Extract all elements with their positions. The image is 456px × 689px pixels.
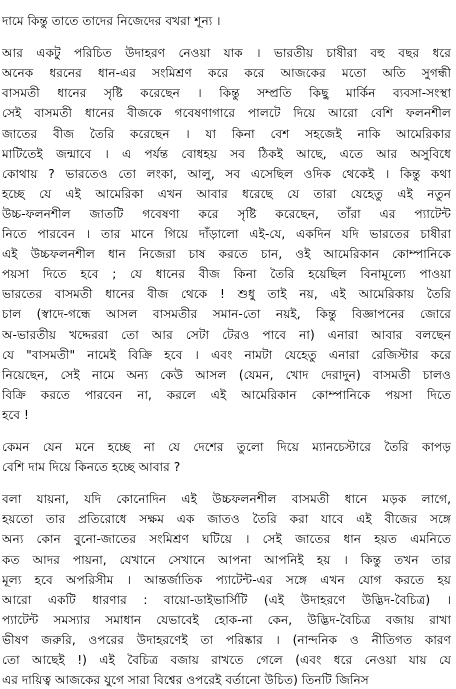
paragraph-2-line-17: নিয়েছেন, সেই নামে অন্য কেউ আসল (যেমন, খোদ দেরাদুন) বাসমতী চালও — [2, 367, 451, 382]
paragraph-2-line-8: হচ্ছে যে এই আমেরিকা এখন আবার ধরেছে যে তারা যেহেতু এই নতুন — [2, 186, 451, 201]
paragraph-4-line-4: কত আদর পায়না, যেখানে সেখানে আপনা আপনিই হয় । কিন্তু তখন তার — [2, 552, 451, 567]
paragraph-2-line-12: পয়সা দিতে হবে ; যে ধানের বীজ কিনা তৈরি হয়েছিল বিনামূল্যে পাওয়া — [2, 267, 451, 282]
paragraph-2-line-15: অ-ভারতীয় খদ্দেররা তো আর সেটা টেরও পাবে না) এনারা আবার বলছেন — [2, 327, 451, 342]
paragraph-2-line-10: নিতে পারবেন । তার মানে গিয়ে দাঁড়ালো এই-যে, একদিন যদি ভারতের চাষীরা — [2, 227, 451, 241]
paragraph-2-line-6: মাটিতেই জন্মাবে । এ পর্যন্ত বোধহয় সব ঠিকই আছে, এতে আর অসুবিধে — [2, 146, 451, 161]
paragraph-4-line-10: এর দায়িত্ব আজকের যুগে সারা বিশ্বের ওপরেই বর্তানো উচিত) তিনটি জিনিস — [2, 673, 369, 688]
paragraph-3-line-1: কেমন যেন মনে হচ্ছে না যে দেশের তুলো দিয়ে ম্যানচেস্টারে তৈরি কাপড় — [2, 440, 451, 454]
paragraph-4-line-8: ভীষণ জরুরি, ওপরের উদাহরণেই তা পরিষ্কার । (নান্দনিক ও নীতিগত কারণ — [2, 632, 451, 647]
paragraph-2-line-4: সেই বাসমতী ধানের বীজকে গবেষণাগারে পালটে দিয়ে আরো বেশি ফলনশীল — [2, 106, 451, 121]
paragraph-4-line-3: অন্য কোন বুনো-জাতের সংমিশ্রণ ঘটিয়ে । সেই জাতের ধান হয়ত এমনিতে — [2, 532, 451, 547]
paragraph-1-line-1: দামে কিন্তু তাতে তাদের নিজেদের বখরা শূন্য । — [2, 14, 221, 28]
paragraph-4-line-2: হয়তো তার প্রতিরোধে সক্ষম এক জাতও তৈরি করা যাবে এই বীজের সঙ্গে — [2, 512, 451, 527]
paragraph-2-line-19: হবে ! — [2, 407, 29, 422]
paragraph-2-line-9: উচ্চ-ফলনশীল জাতটি গবেষণা করে সৃষ্টি করেছেন, তাঁরা এর প্যাটেন্ট — [2, 206, 451, 221]
paragraph-4-line-6: আরো একটি ধারণার : বায়ো-ডাইভার্সিটি (এই উদাহরণে উদ্ভিদ-বৈচিত্র) । — [2, 592, 451, 607]
paragraph-3-line-2: বেশি দাম দিয়ে কিনতে হচ্ছে আবার ? — [2, 460, 181, 475]
paragraph-2-line-13: ভারতের বাসমতী ধানের বীজ থেকে ! শুধু তাই নয়, এই আমেরিকায় তৈরি — [2, 287, 451, 302]
paragraph-2-line-7: কোথায় ? ভারতেও তো লংকা, আলু, সব এসেছিল ওদিক থেকেই । কিন্তু কথা — [2, 166, 451, 181]
paragraph-2-line-2: অনেক ধরনের ধান-এর সংমিশ্রণ করে করে আজকের মতো অতি সুগন্ধী — [2, 66, 451, 81]
paragraph-2-line-14: চাল (স্বাদে-গন্ধে আসল বাসমতীর সমান-তো নয়ই, কিন্তু বিজ্ঞাপনের জোরে — [2, 307, 451, 322]
paragraph-2-line-16: যে "বাসমতী" নামেই বিক্রি হবে । এবং নামটা যেহেতু এনারা রেজিস্টার করে — [2, 347, 451, 362]
paragraph-2-line-11: এই উচ্চফলনশীল ধান নিজেরা চাষ করতে চান, ওই আমেরিকান কোম্পানিকে — [2, 247, 451, 262]
paragraph-2-line-1: আর একটু পরিচিত উদাহরণ নেওয়া যাক । ভারতীয় চাষীরা বহু বছর ধরে — [2, 46, 451, 61]
paragraph-2-line-3: বাসমতী ধানের সৃষ্টি করেছেন । কিন্তু সম্প্রতি কিছু মার্কিন ব্যবসা-সংস্থা — [2, 86, 451, 101]
paragraph-2-line-18: বিক্রি করতে পারবেন না, করলে এই আমেরিকান কোম্পানিকে পয়সা দিতে — [2, 387, 451, 402]
paragraph-4-line-9: তো আছেই !) এই বৈচিত্র বজায় রাখতে গেলে (এবং ধরে নেওয়া যায় যে — [2, 653, 451, 667]
paragraph-4-line-5: মূল্য হবে অপরিসীম । আন্তর্জাতিক প্যাটেন্ট-এর সঙ্গে এখন যোগ করতে হয় — [2, 572, 451, 587]
paragraph-4-line-7: প্যাটেন্ট সমস্যার সমাধান যেভাবেই হোক-না কেন, উদ্ভিদ-বৈচিত্র বজায় রাখা — [2, 612, 451, 627]
paragraph-4-line-1: বলা যায়না, যদি কোনোদিন এই উচ্চফলনশীল বাসমতী ধানে মড়ক লাগে, — [2, 492, 451, 507]
paragraph-2-line-5: জাতের বীজ তৈরি করেছেন । যা কিনা বেশ সহজেই নাকি আমেরিকার — [2, 126, 451, 141]
